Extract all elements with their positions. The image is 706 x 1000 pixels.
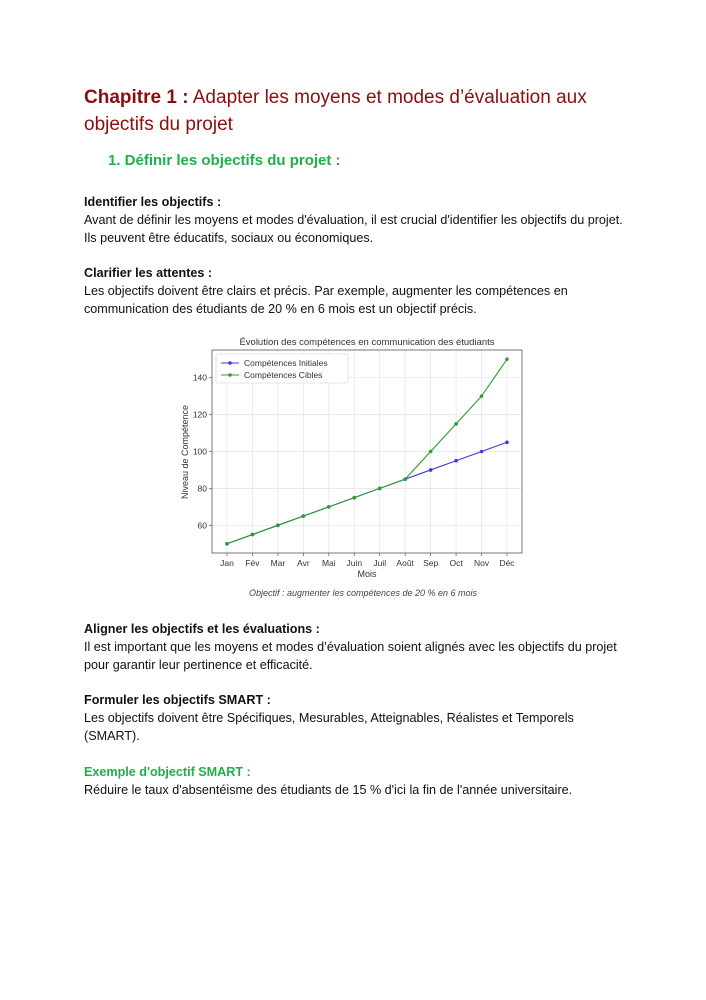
x-tick-label: Juil — [373, 558, 387, 568]
x-tick-label: Avr — [297, 558, 310, 568]
y-tick-label: 60 — [197, 520, 207, 531]
data-point-cibles — [276, 524, 280, 528]
exemple-block — [84, 763, 624, 799]
legend-label-1: Compétences Cibles — [244, 370, 323, 380]
x-tick-label: Jan — [220, 558, 234, 568]
x-tick-label: Nov — [473, 558, 490, 568]
data-point-cibles — [225, 542, 229, 546]
y-axis-ticks — [193, 373, 212, 531]
clarifier-block — [84, 264, 624, 318]
x-tick-label: Fév — [245, 558, 260, 568]
exemple-heading: Exemple d'objectif SMART : — [84, 765, 251, 779]
chapter-title: Adapter les moyens et modes d’évaluation aux objectifs du projet — [84, 87, 587, 135]
smart-text: Les objectifs doivent être Spécifiques, Mesurables, Atteignables, Réalistes et Temporels (SMART). — [84, 711, 574, 743]
y-tick-label: 80 — [197, 483, 207, 494]
identifier-block — [84, 193, 624, 247]
data-point-initiales — [505, 440, 509, 444]
data-point-cibles — [403, 477, 407, 481]
legend-marker-0 — [228, 361, 232, 365]
clarifier-text: Les objectifs doivent être clairs et précis. Par exemple, augmenter les compétences en communication des étudiants de 20 % en 6 mois est un objectif précis. — [84, 284, 568, 316]
data-point-cibles — [429, 450, 433, 454]
identifier-heading: Identifier les objectifs : — [84, 195, 222, 209]
legend-marker-1 — [228, 373, 232, 377]
data-point-cibles — [378, 487, 382, 491]
x-tick-label: Juin — [346, 558, 363, 568]
chart-title: Évolution des compétences en communication des étudiants — [239, 337, 495, 348]
chart-legend — [216, 354, 348, 383]
smart-block — [84, 691, 624, 745]
x-tick-label: Mar — [270, 558, 286, 568]
x-tick-label: Déc — [499, 558, 515, 568]
exemple-text: Réduire le taux d'absentéisme des étudiants de 15 % d'ici la fin de l'année universitaire. — [84, 783, 573, 797]
clarifier-heading: Clarifier les attentes : — [84, 266, 213, 280]
y-axis-label: Niveau de Compétence — [180, 404, 190, 500]
data-point-initiales — [429, 468, 433, 472]
competence-chart — [174, 330, 534, 605]
y-tick-label: 100 — [192, 446, 207, 457]
data-point-cibles — [454, 422, 458, 426]
data-point-cibles — [480, 394, 484, 398]
x-axis-label: Mois — [357, 569, 377, 579]
chapter-prefix: Chapitre 1 : — [84, 87, 189, 108]
identifier-text: Avant de définir les moyens et modes d'évaluation, il est crucial d'identifier les objectifs du projet. Ils peuvent être éducatifs, sociaux ou économiques. — [84, 213, 623, 245]
aligner-heading: Aligner les objectifs et les évaluations : — [84, 622, 320, 636]
x-tick-label: Oct — [449, 558, 463, 568]
smart-heading: Formuler les objectifs SMART : — [84, 693, 271, 707]
y-tick-label: 140 — [192, 372, 207, 383]
x-tick-label: Mai — [321, 558, 336, 568]
data-point-initiales — [454, 459, 458, 463]
aligner-text: Il est important que les moyens et modes d’évaluation soient alignés avec les objectifs du projet pour garantir leur pertinence et efficacité. — [84, 640, 617, 672]
chapter-heading — [84, 84, 644, 138]
legend-label-0: Compétences Initiales — [244, 358, 328, 368]
data-point-cibles — [302, 514, 306, 518]
data-point-cibles — [327, 505, 331, 509]
data-point-cibles — [352, 496, 356, 500]
x-tick-label: Sep — [423, 558, 439, 568]
aligner-block — [84, 620, 624, 674]
x-axis-ticks — [220, 553, 515, 568]
data-point-initiales — [480, 450, 484, 454]
chart-caption: Objectif : augmenter les compétences de 20 % en 6 mois — [248, 588, 478, 598]
data-point-cibles — [251, 533, 255, 537]
data-point-cibles — [505, 357, 509, 361]
y-tick-label: 120 — [192, 409, 207, 420]
chart-svg — [174, 330, 534, 605]
x-tick-label: Août — [396, 558, 414, 568]
section-heading: 1. Définir les objectifs du projet : — [108, 152, 341, 169]
